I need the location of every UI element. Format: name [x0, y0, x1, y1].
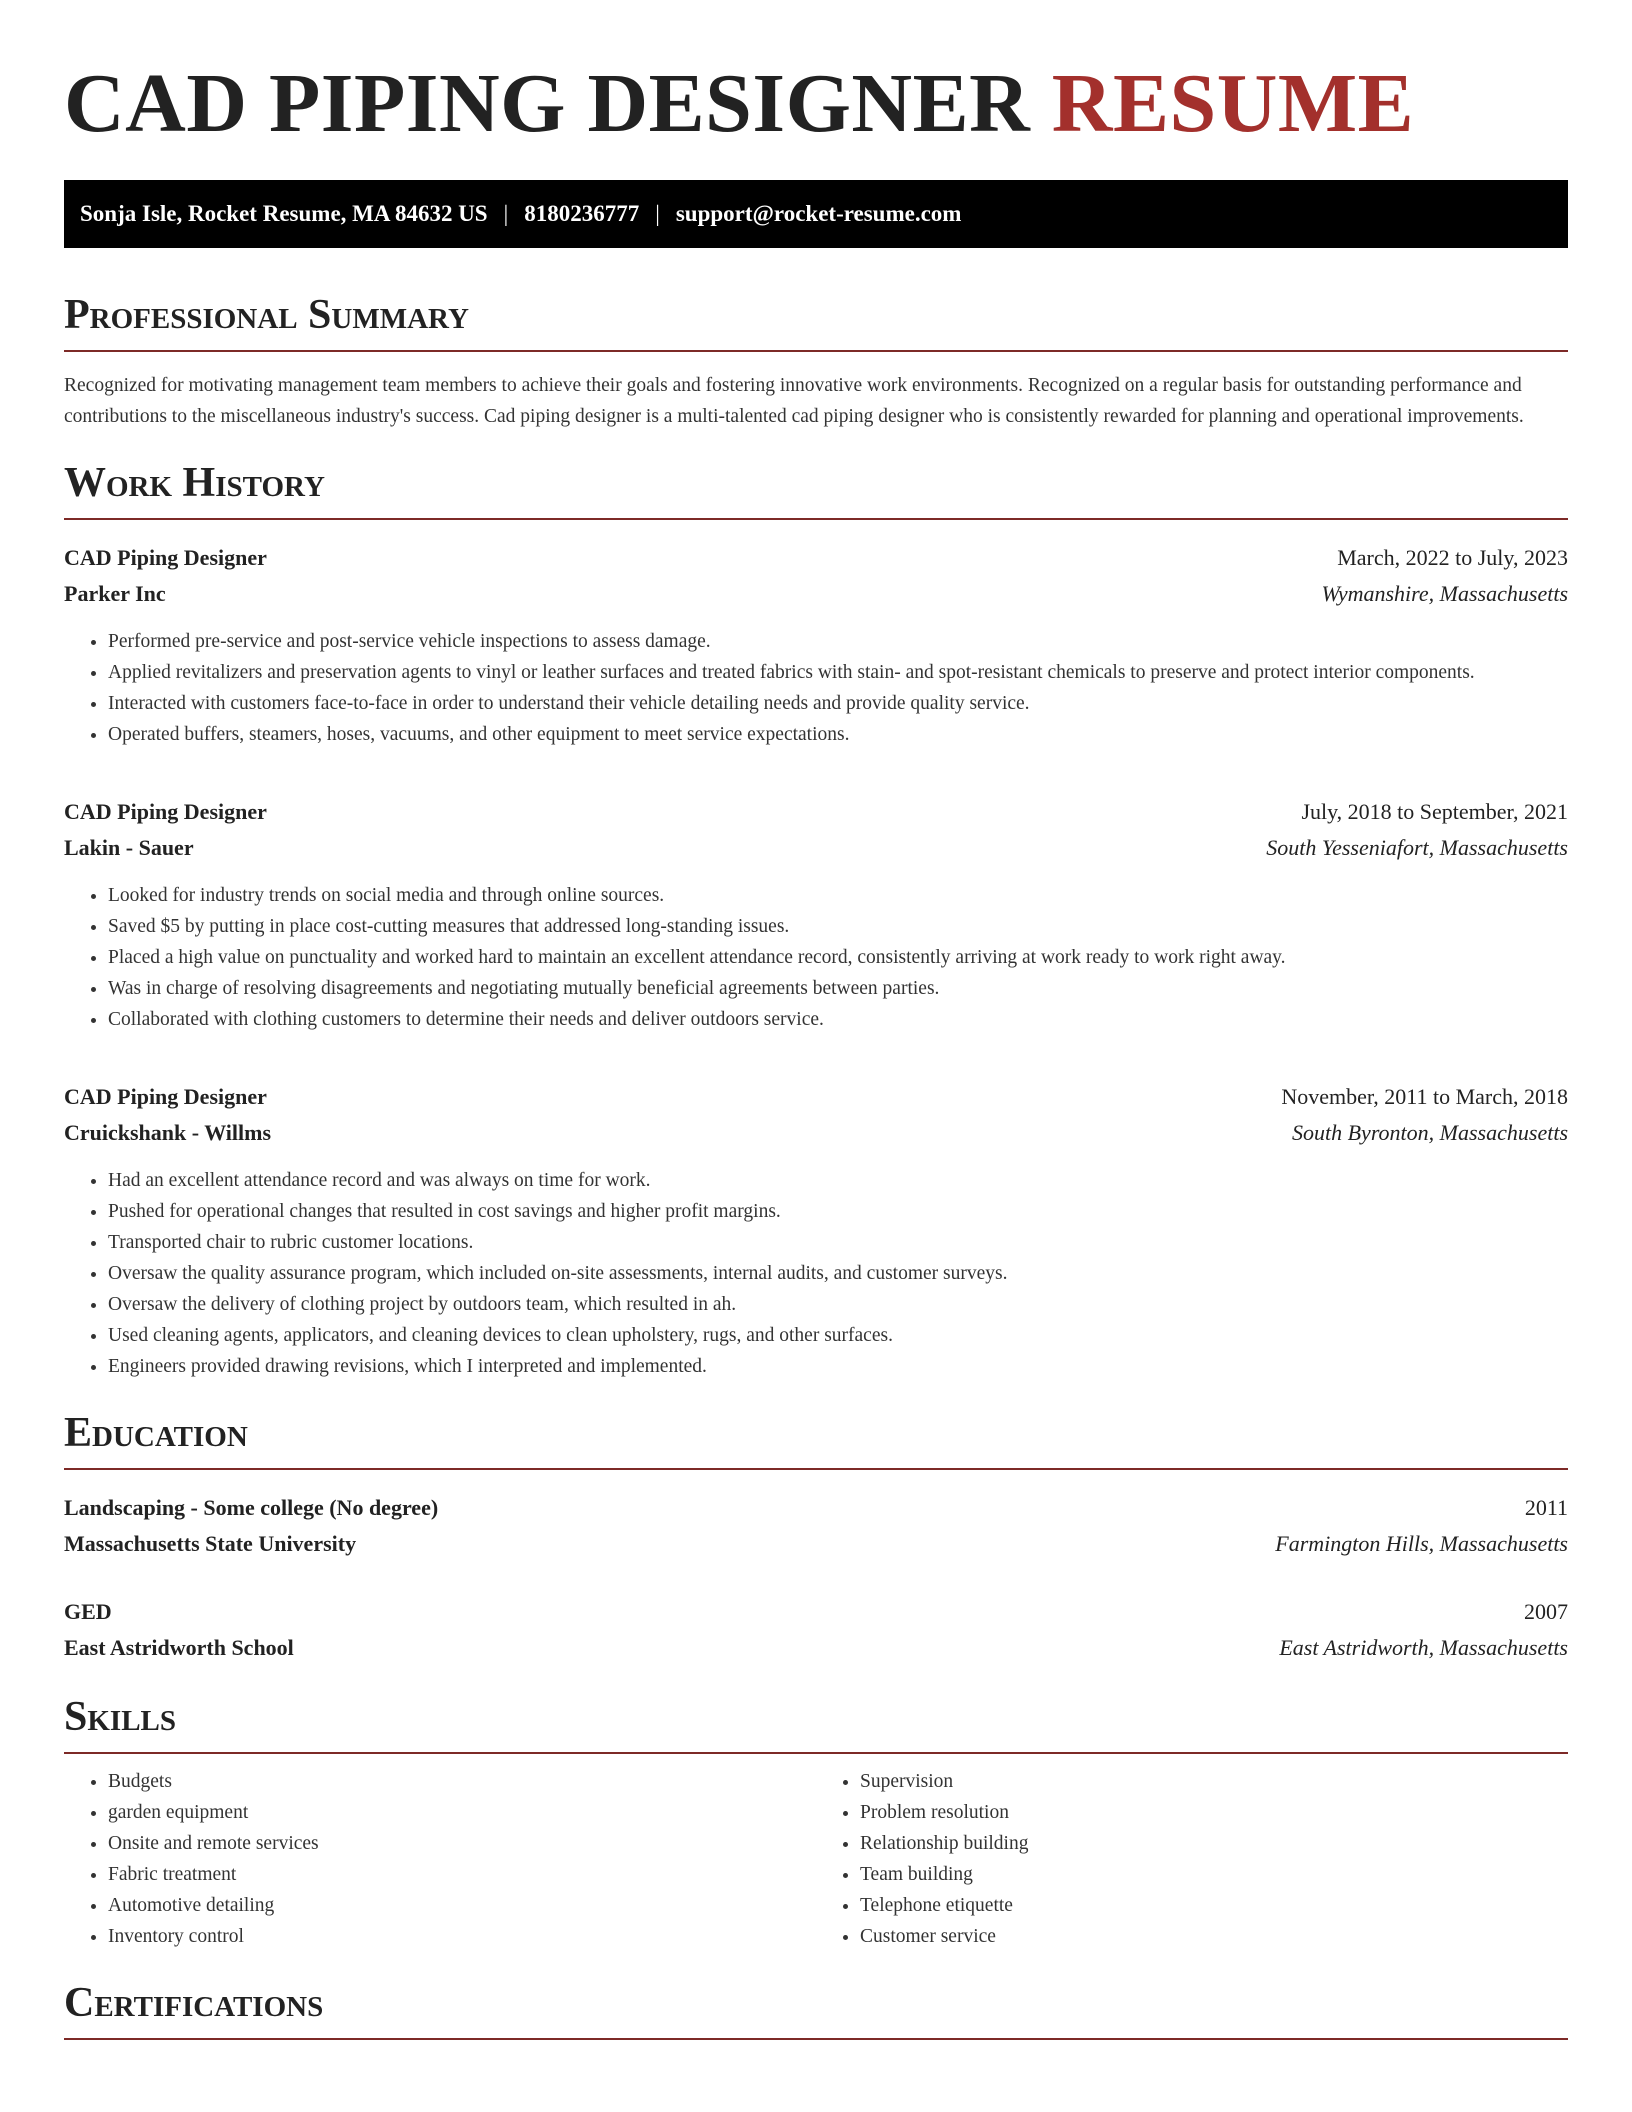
skill-item: • Supervision	[860, 1766, 1568, 1797]
job-location: South Byronton, Massachusetts	[1292, 1120, 1568, 1145]
job-entry	[64, 1079, 1568, 1382]
skill-item: • Problem resolution	[860, 1797, 1568, 1828]
job-bullet: • Oversaw the delivery of clothing project by outdoors team, which resulted in ah.	[108, 1289, 1568, 1320]
education-year: 2011	[1524, 1495, 1568, 1520]
contact-email: support@rocket-resume.com	[675, 201, 962, 226]
job-bullets	[64, 880, 1568, 1035]
skill-item: • Customer service	[860, 1921, 1568, 1952]
summary-section	[64, 292, 1568, 432]
skill-item: • Budgets	[108, 1766, 816, 1797]
resume-title	[64, 0, 1568, 152]
skills-section	[64, 1694, 1568, 1952]
job-bullet: • Interacted with customers face-to-face in order to understand their vehicle detailing needs and provide quality service.	[108, 688, 1568, 719]
job-dates: March, 2022 to July, 2023	[1337, 545, 1568, 570]
education-entry	[64, 1490, 1568, 1562]
job-bullet: • Was in charge of resolving disagreements and negotiating mutually beneficial agreements between parties.	[108, 973, 1568, 1004]
work-history-section	[64, 460, 1568, 1382]
contact-separator: |	[655, 201, 660, 226]
job-bullet: • Saved $5 by putting in place cost-cutting measures that addressed long-standing issues.	[108, 911, 1568, 942]
skill-item: • Telephone etiquette	[860, 1890, 1568, 1921]
job-dates: July, 2018 to September, 2021	[1301, 799, 1568, 824]
job-bullets	[64, 1165, 1568, 1382]
job-company: Cruickshank - Willms	[64, 1120, 272, 1145]
education-entry	[64, 1594, 1568, 1666]
education-heading: Education	[64, 1410, 1568, 1470]
contact-address: Sonja Isle, Rocket Resume, MA 84632 US	[80, 201, 488, 226]
certifications-section	[64, 1980, 1568, 2040]
education-degree: Landscaping - Some college (No degree)	[64, 1495, 439, 1520]
job-title: CAD Piping Designer	[64, 545, 267, 570]
skill-item: • Inventory control	[108, 1921, 816, 1952]
job-company: Lakin - Sauer	[64, 835, 194, 860]
job-bullet: • Used cleaning agents, applicators, and cleaning devices to clean upholstery, rugs, and other surfaces.	[108, 1320, 1568, 1351]
job-bullet: • Transported chair to rubric customer locations.	[108, 1227, 1568, 1258]
job-title: CAD Piping Designer	[64, 1084, 267, 1109]
job-bullet: • Pushed for operational changes that resulted in cost savings and higher profit margins.	[108, 1196, 1568, 1227]
title-accent: RESUME	[1051, 57, 1415, 150]
job-bullet: • Placed a high value on punctuality and worked hard to maintain an excellent attendance record, consistently arriving at work ready to work right away.	[108, 942, 1568, 973]
job-bullet: • Collaborated with clothing customers to determine their needs and deliver outdoors service.	[108, 1004, 1568, 1035]
contact-separator: |	[503, 201, 509, 226]
education-school: East Astridworth School	[64, 1635, 294, 1660]
job-bullet: • Had an excellent attendance record and was always on time for work.	[108, 1165, 1568, 1196]
certifications-heading: Certifications	[64, 1980, 1568, 2040]
skill-item: • Relationship building	[860, 1828, 1568, 1859]
job-bullet: • Looked for industry trends on social media and through online sources.	[108, 880, 1568, 911]
skills-heading: Skills	[64, 1694, 1568, 1754]
job-bullet: • Engineers provided drawing revisions, which I interpreted and implemented.	[108, 1351, 1568, 1382]
skills-left-column	[64, 1766, 816, 1952]
job-title: CAD Piping Designer	[64, 799, 267, 824]
title-main: CAD PIPING DESIGNER	[64, 57, 1031, 150]
summary-text: Recognized for motivating management team members to achieve their goals and fostering innovative work environments. Recognized on a regular basis for outstanding performance and contributions to the miscellaneous industry's success. Cad piping designer is a multi-talented cad piping designer who is consistently rewarded for planning and operational improvements.	[64, 375, 1524, 427]
job-bullet: • Applied revitalizers and preservation agents to vinyl or leather surfaces and treated fabrics with stain- and spot-resistant chemicals to preserve and protect interior components.	[108, 657, 1568, 688]
education-section	[64, 1410, 1568, 1666]
education-degree: GED	[64, 1599, 112, 1624]
job-location: Wymanshire, Massachusetts	[1321, 581, 1568, 606]
education-location: East Astridworth, Massachusetts	[1279, 1635, 1568, 1660]
job-location: South Yesseniafort, Massachusetts	[1266, 835, 1568, 860]
job-entry	[64, 794, 1568, 1035]
skill-item: • Automotive detailing	[108, 1890, 816, 1921]
skill-item: • Team building	[860, 1859, 1568, 1890]
education-location: Farmington Hills, Massachusetts	[1275, 1531, 1568, 1556]
job-company: Parker Inc	[64, 581, 166, 606]
work-history-heading: Work History	[64, 460, 1568, 520]
job-bullets	[64, 626, 1568, 750]
contact-bar	[64, 180, 1568, 248]
summary-heading: Professional Summary	[64, 292, 1568, 352]
skills-columns	[64, 1766, 1568, 1952]
education-year: 2007	[1524, 1599, 1568, 1624]
contact-phone: 8180236777	[524, 201, 640, 226]
job-bullet: • Performed pre-service and post-service vehicle inspections to assess damage.	[108, 626, 1568, 657]
job-dates: November, 2011 to March, 2018	[1281, 1084, 1568, 1109]
skill-item: • Onsite and remote services	[108, 1828, 816, 1859]
job-bullet: • Oversaw the quality assurance program, which included on-site assessments, internal audits, and customer surveys.	[108, 1258, 1568, 1289]
job-entry	[64, 540, 1568, 750]
skills-right-column	[816, 1766, 1568, 1952]
education-school: Massachusetts State University	[64, 1531, 357, 1556]
skill-item: • Fabric treatment	[108, 1859, 816, 1890]
skill-item: • garden equipment	[108, 1797, 816, 1828]
job-bullet: • Operated buffers, steamers, hoses, vacuums, and other equipment to meet service expectations.	[108, 719, 1568, 750]
